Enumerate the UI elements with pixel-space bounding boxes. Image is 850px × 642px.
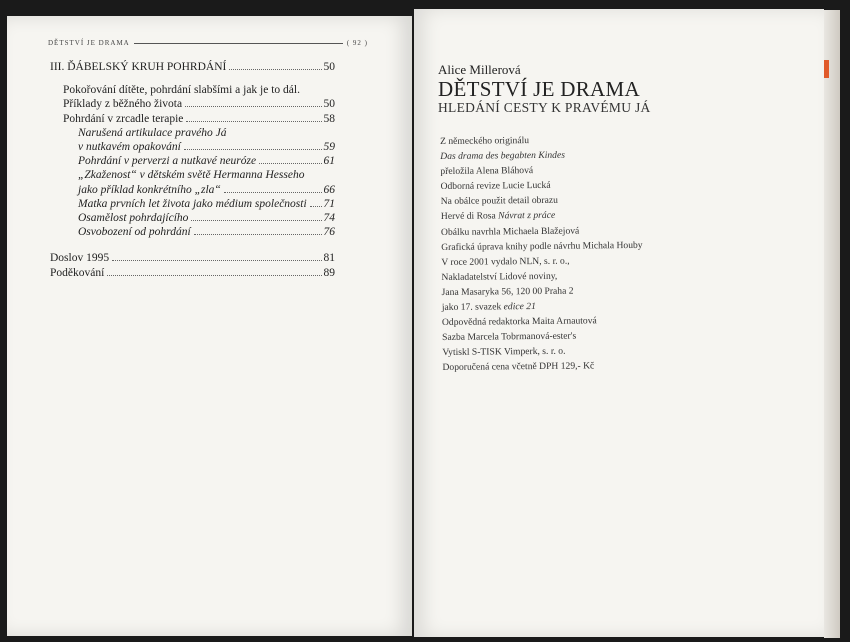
colophon-text: Odborná revize Lucie Lucká <box>440 180 551 193</box>
colophon-text: jako 17. svazek <box>441 301 504 314</box>
colophon-italic-text: Návrat z práce <box>498 210 556 222</box>
toc-page-number: 61 <box>323 155 335 168</box>
colophon-text: Na obálce použit detail obrazu <box>440 195 558 208</box>
toc-part-heading <box>50 60 335 74</box>
toc-page-number: 58 <box>323 112 335 125</box>
toc-entry-title: Doslov 1995 <box>50 252 110 265</box>
toc-leader-dots <box>107 275 321 276</box>
toc-leader-dots <box>184 149 322 150</box>
toc-entry <box>50 183 335 197</box>
toc-spacer <box>50 239 335 251</box>
colophon-text: Nakladatelství Lidové noviny, <box>441 270 558 283</box>
toc-entry <box>50 266 335 280</box>
colophon <box>440 132 644 376</box>
book-title: DĚTSTVÍ JE DRAMA <box>438 77 640 101</box>
colophon-text: přeložila Alena Bláhová <box>440 165 534 178</box>
toc-entry-title: Příklady z běžného života <box>63 98 183 111</box>
toc-entry-title: Pohrdání v zrcadle terapie <box>63 112 184 125</box>
toc-page-number: 81 <box>323 252 335 265</box>
toc-entry-title: Osvobození od pohrdání <box>78 226 191 239</box>
toc-leader-dots <box>194 234 322 235</box>
colophon-italic-text: Das drama des begabten Kindes <box>440 149 566 163</box>
toc-page-number: 50 <box>323 61 335 73</box>
running-head-title: DĚTSTVÍ JE DRAMA <box>48 39 130 47</box>
toc-leader-dots <box>310 206 322 207</box>
toc-entry-line: Narušená artikulace pravého Já <box>78 126 227 139</box>
colophon-text: Jana Masaryka 56, 120 00 Praha 2 <box>441 285 574 298</box>
colophon-text: Odpovědná redaktorka Maita Arnautová <box>441 315 597 329</box>
colophon-text: Vytiskl S-TISK Vimperk, s. r. o. <box>442 346 566 359</box>
toc-page-number: 74 <box>323 212 335 225</box>
toc-entry-title: Pohrdání v perverzi a nutkavé neuróze <box>78 155 257 168</box>
page-edge <box>824 10 840 638</box>
toc-page-number: 50 <box>323 98 335 111</box>
toc-page-number: 89 <box>323 266 335 279</box>
book-subtitle: HLEDÁNÍ CESTY K PRAVÉMU JÁ <box>438 100 651 115</box>
toc-entry-title: Osamělost pohrdajícího <box>78 212 189 225</box>
colophon-text: Obálku navrhla Michaela Blažejová <box>440 225 580 238</box>
colophon-text: Hervé di Rosa <box>440 210 499 223</box>
toc-entry <box>50 97 335 111</box>
running-head-rule <box>134 43 343 44</box>
toc-leader-dots <box>112 260 321 261</box>
toc-leader-dots <box>186 121 321 122</box>
colophon-text: Sazba Marcela Tobrmanová-ester's <box>442 330 577 344</box>
toc-entry-title: Matka prvních let života jako médium společnosti <box>78 197 307 210</box>
toc-entry <box>50 140 335 154</box>
toc-entry-title: v nutkavém opakování <box>78 141 181 154</box>
toc-entry-title: III. ĎÁBELSKÝ KRUH POHRDÁNÍ <box>50 61 227 73</box>
author-name: Alice Millerová <box>438 62 521 77</box>
colophon-text: Grafická úprava knihy podle návrhu Michala Houby <box>441 239 643 253</box>
toc-entry-title: Poděkování <box>50 266 105 279</box>
toc-leader-dots <box>224 192 322 193</box>
toc-page-number: 66 <box>323 183 335 196</box>
toc-entry-line: „Zkaženost“ v dětském světě Hermanna Hesseho <box>78 169 305 182</box>
running-head <box>48 39 368 47</box>
toc-page-number: 76 <box>323 226 335 239</box>
edge-accent-mark <box>824 60 829 78</box>
colophon-italic-text: edice 21 <box>503 301 536 313</box>
toc-leader-dots <box>229 69 321 70</box>
toc-entry <box>50 225 335 239</box>
colophon-text: Doporučená cena včetně DPH 129,- Kč <box>442 360 595 374</box>
toc-page-number: 59 <box>323 141 335 154</box>
toc-entry <box>50 251 335 265</box>
toc-leader-dots <box>259 163 321 164</box>
toc-entry-line: Pokořování dítěte, pohrdání slabšími a jak je to dál. <box>63 84 300 97</box>
table-of-contents <box>50 60 335 280</box>
colophon-line <box>441 238 643 255</box>
toc-entry-title: jako příklad konkrétního „zla“ <box>78 183 221 196</box>
toc-entry <box>50 211 335 225</box>
toc-entry <box>50 112 335 126</box>
colophon-text: V roce 2001 vydalo NLN, s. r. o., <box>441 255 570 268</box>
toc-page-number: 71 <box>323 197 335 210</box>
running-head-page-number: ( 92 ) <box>346 39 368 47</box>
toc-leader-dots <box>185 106 321 107</box>
toc-entry <box>50 197 335 211</box>
colophon-line <box>442 358 644 375</box>
colophon-text: Z německého originálu <box>440 135 530 147</box>
toc-entry <box>50 154 335 168</box>
toc-leader-dots <box>191 220 321 221</box>
